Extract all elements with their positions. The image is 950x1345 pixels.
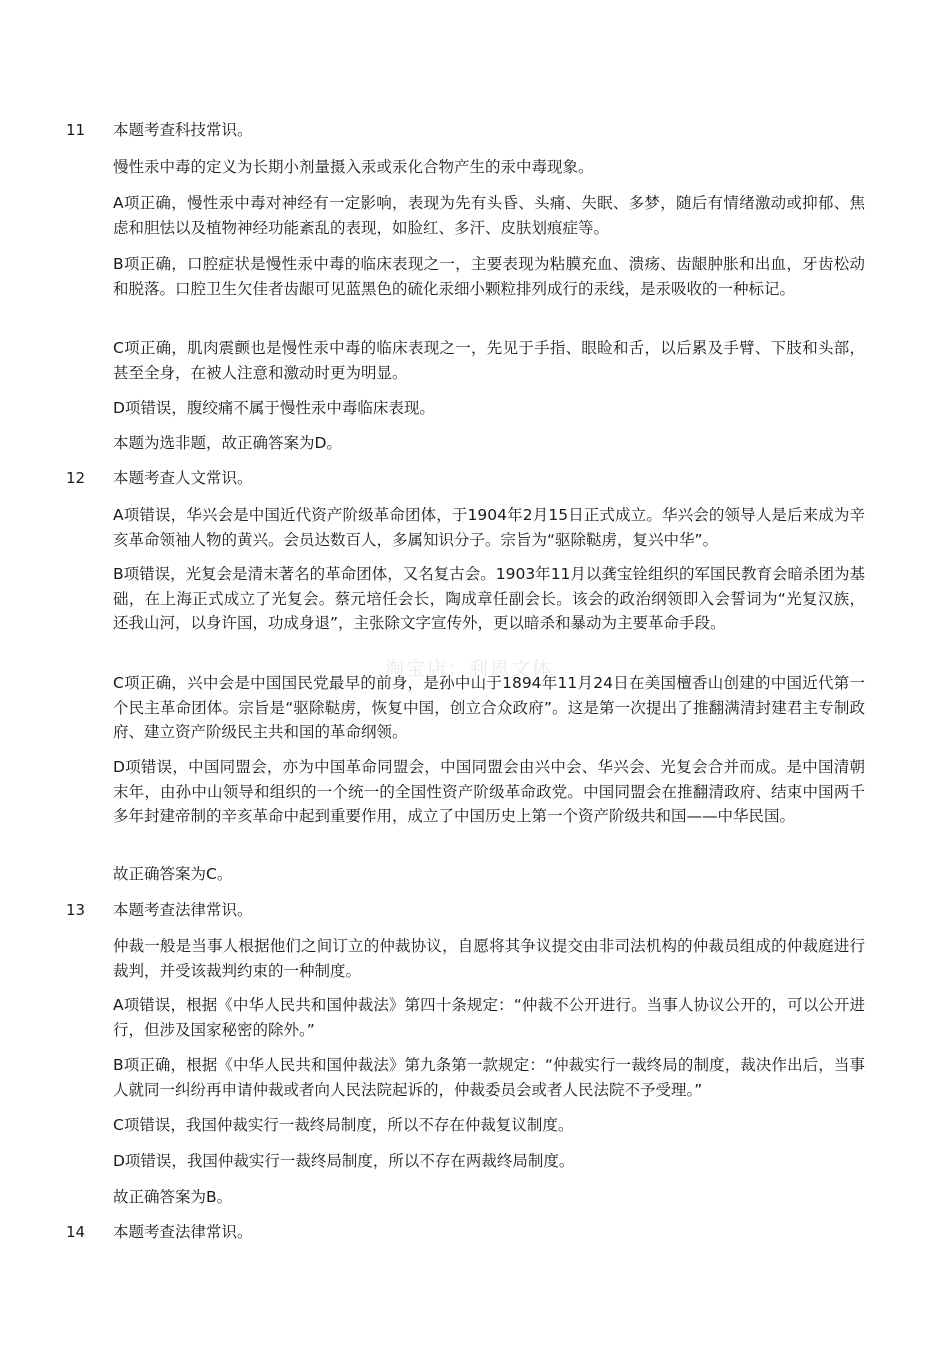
answer-paragraph: 慢性汞中毒的定义为长期小剂量摄入汞或汞化合物产生的汞中毒现象。 xyxy=(113,158,594,176)
answer-paragraph: D项错误，中国同盟会，亦为中国革命同盟会，中国同盟会由兴中会、华兴会、光复会合并而成。是中国清朝末年，由孙中山领导和组织的一个统一的全国性资产阶级革命政党。中国同盟会在推翻清政府、结束中国两千多年封建帝制的辛亥革命中起到重要作用，成立了中国历史上第一个资产阶级共和国——中华民国。 xyxy=(113,758,865,825)
answer-paragraph: 故正确答案为B。 xyxy=(113,1188,233,1206)
answer-paragraph: 仲裁一般是当事人根据他们之间订立的仲裁协议，自愿将其争议提交由非司法机构的仲裁员组成的仲裁庭进行裁判，并受该裁判约束的一种制度。 xyxy=(113,937,865,980)
answer-paragraph: 故正确答案为C。 xyxy=(113,865,233,883)
question-number: 14 xyxy=(66,1223,86,1241)
answer-paragraph: C项正确，兴中会是中国国民党最早的前身，是孙中山于1894年11月24日在美国檀香山创建的中国近代第一个民主革命团体。宗旨是“驱除鞑虏，恢复中国，创立合众政府”。这是第一次提出了推翻满清封建君主专制政府、建立资产阶级民主共和国的革命纲领。 xyxy=(113,674,865,741)
answer-paragraph: D项错误，我国仲裁实行一裁终局制度，所以不存在两裁终局制度。 xyxy=(113,1152,575,1170)
question-number: 12 xyxy=(66,469,86,487)
watermark: 淘宝店：利恩文体 xyxy=(385,658,554,680)
answer-paragraph: 本题为选非题，故正确答案为D。 xyxy=(113,434,342,452)
answer-paragraph: B项错误，光复会是清末著名的革命团体，又名复古会。1903年11月以龚宝铨组织的军国民教育会暗杀团为基础，在上海正式成立了光复会。蔡元培任会长，陶成章任副会长。该会的政治纲领即入会誓词为“光复汉族，还我山河，以身许国，功成身退”，主张除文字宣传外，更以暗杀和暴动为主要革命手段。 xyxy=(113,565,865,632)
answer-paragraph: D项错误，腹绞痛不属于慢性汞中毒临床表现。 xyxy=(113,399,435,417)
question-title: 本题考查法律常识。 xyxy=(113,1223,253,1241)
answer-paragraph: A项错误，根据《中华人民共和国仲裁法》第四十条规定：“仲裁不公开进行。当事人协议公开的，可以公开进行，但涉及国家秘密的除外。” xyxy=(113,996,865,1039)
question-title: 本题考查科技常识。 xyxy=(113,121,253,139)
answer-paragraph: B项正确，根据《中华人民共和国仲裁法》第九条第一款规定：“仲裁实行一裁终局的制度，裁决作出后，当事人就同一纠纷再申请仲裁或者向人民法院起诉的，仲裁委员会或者人民法院不予受理。” xyxy=(113,1056,865,1099)
question-title: 本题考查人文常识。 xyxy=(113,469,253,487)
question-number: 11 xyxy=(66,121,86,139)
question-number: 13 xyxy=(66,901,86,919)
answer-paragraph: B项正确，口腔症状是慢性汞中毒的临床表现之一，主要表现为粘膜充血、溃疡、齿龈肿胀和出血，牙齿松动和脱落。口腔卫生欠佳者齿龈可见蓝黑色的硫化汞细小颗粒排列成行的汞线，是汞吸收的一种标记。 xyxy=(113,255,865,298)
answer-paragraph: C项正确，肌肉震颤也是慢性汞中毒的临床表现之一，先见于手指、眼睑和舌，以后累及手臂、下肢和头部，甚至全身，在被人注意和激动时更为明显。 xyxy=(113,339,865,382)
answer-paragraph: C项错误，我国仲裁实行一裁终局制度，所以不存在仲裁复议制度。 xyxy=(113,1116,574,1134)
answer-paragraph: A项正确，慢性汞中毒对神经有一定影响，表现为先有头昏、头痛、失眠、多梦，随后有情绪激动或抑郁、焦虑和胆怯以及植物神经功能紊乱的表现，如脸红、多汗、皮肤划痕症等。 xyxy=(113,194,865,237)
answer-paragraph: A项错误，华兴会是中国近代资产阶级革命团体，于1904年2月15日正式成立。华兴会的领导人是后来成为辛亥革命领袖人物的黄兴。会员达数百人，多属知识分子。宗旨为“驱除鞑虏，复兴中华”。 xyxy=(113,506,865,549)
question-title: 本题考查法律常识。 xyxy=(113,901,253,919)
